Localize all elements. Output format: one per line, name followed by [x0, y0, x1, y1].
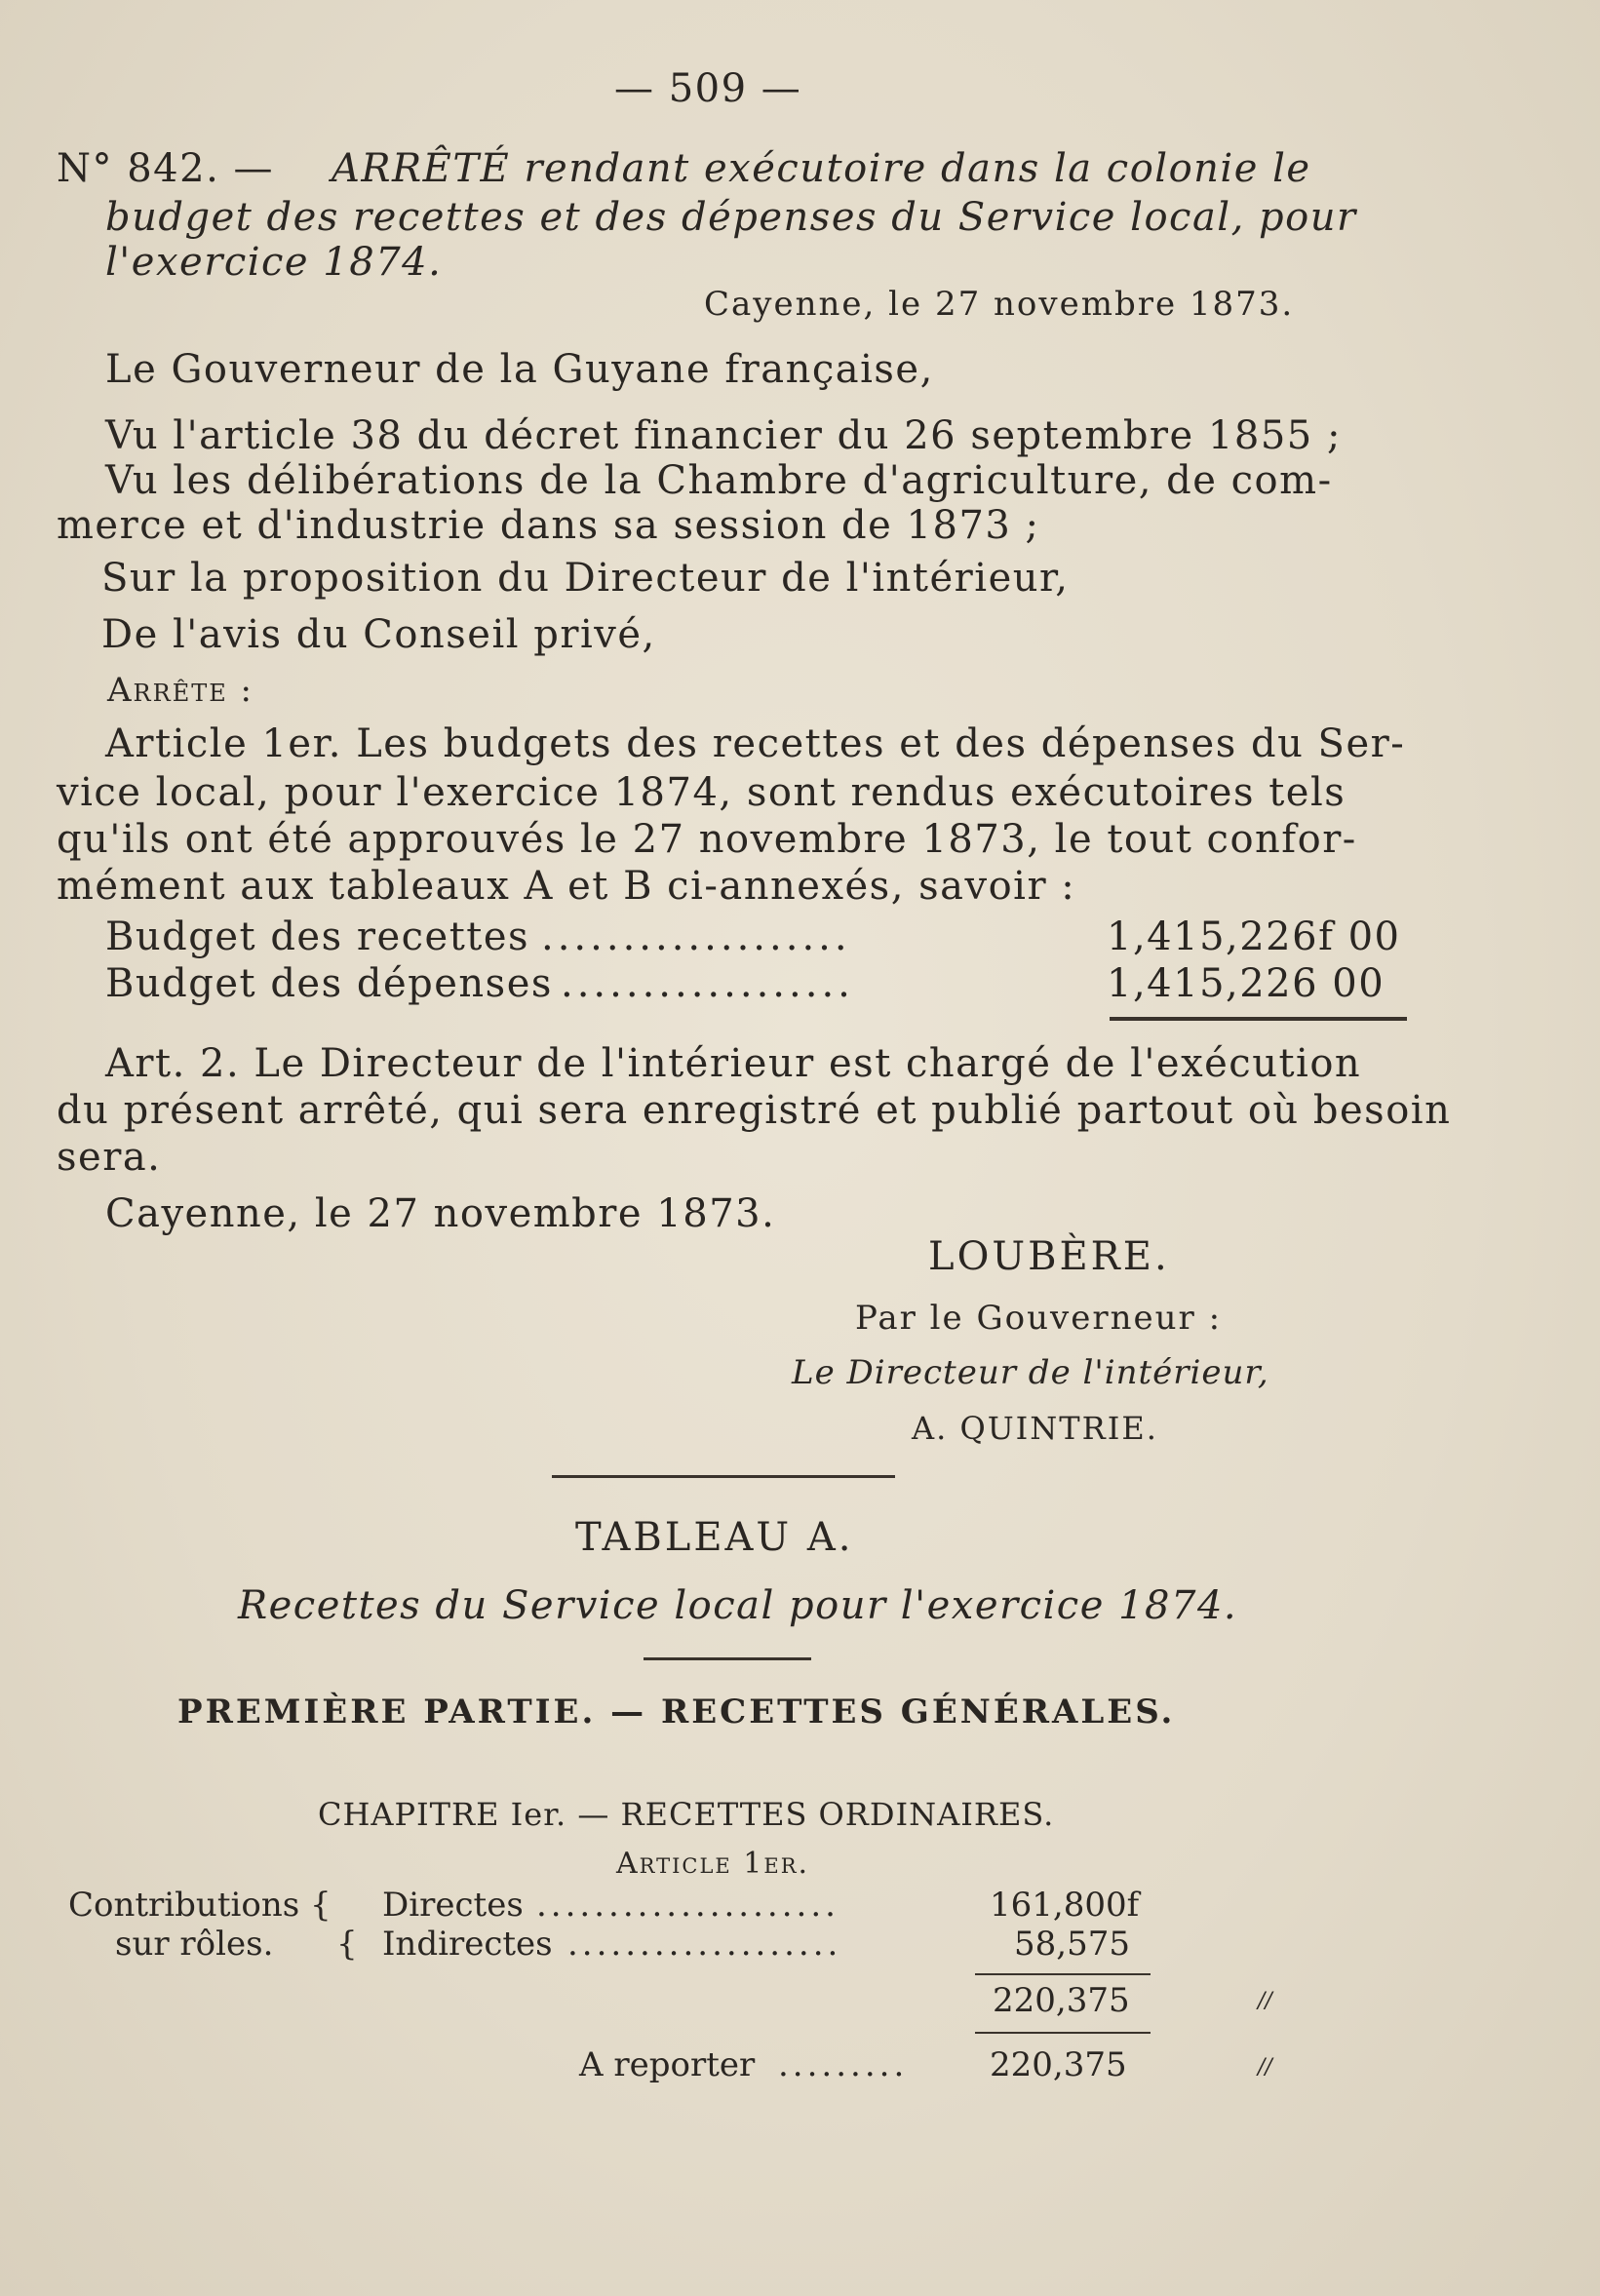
consideration-3: merce et d'industrie dans sa session de 1873 ;	[57, 503, 1040, 548]
tableau-rule	[644, 1657, 811, 1660]
article2-line-2: du présent arrêté, qui sera enregistré et publié partout où besoin	[57, 1088, 1452, 1133]
article1-line-2: vice local, pour l'exercice 1874, sont rendus exécutoires tels	[57, 770, 1346, 815]
subtotal-mark: //	[1258, 1989, 1272, 2013]
consideration-2: Vu les délibérations de la Chambre d'agriculture, de com-	[105, 458, 1333, 503]
consideration-4: Sur la proposition du Directeur de l'intérieur,	[101, 556, 1070, 601]
article1-line-4: mément aux tableaux A et B ci-annexés, savoir :	[57, 864, 1076, 909]
article1-line-3: qu'ils ont été approuvés le 27 novembre 1873, le tout confor-	[57, 817, 1357, 862]
report-label: A reporter	[579, 2045, 756, 2084]
article1-line-1: Article 1er. Les budgets des recettes et des dépenses du Ser-	[105, 721, 1406, 766]
row-1-label: Directes	[382, 1886, 524, 1925]
governor-line: Le Gouverneur de la Guyane française,	[105, 347, 934, 392]
arrete-heading: Arrête :	[107, 671, 254, 710]
row-2-label: Indirectes	[382, 1925, 553, 1964]
decree-title-line-1: ARRÊTÉ rendant exécutoire dans la colonie le	[332, 146, 1311, 191]
signature-name: LOUBÈRE.	[928, 1234, 1170, 1279]
subtotal-rule-bottom	[975, 2032, 1151, 2034]
budget-recettes-leader: ...................	[541, 915, 851, 959]
article2-line-1: Art. 2. Le Directeur de l'intérieur est chargé de l'exécution	[105, 1041, 1362, 1086]
part-heading: PREMIÈRE PARTIE. — RECETTES GÉNÉRALES.	[177, 1693, 1176, 1732]
budget-recettes-value: 1,415,226f 00	[1107, 915, 1401, 959]
decree-title-line-3: l'exercice 1874.	[105, 240, 443, 285]
budget-depenses-leader: ..................	[561, 961, 854, 1006]
article-heading: Article 1er.	[616, 1847, 810, 1881]
row-2-brace: {	[336, 1925, 358, 1964]
decree-number: N° 842. —	[57, 146, 274, 191]
chapter-heading: CHAPITRE Ier. — RECETTES ORDINAIRES.	[318, 1796, 1055, 1833]
budget-depenses-value: 1,415,226 00	[1107, 961, 1385, 1006]
subtotal-value: 220,375	[993, 1981, 1130, 2020]
budget-recettes-label: Budget des recettes	[105, 915, 530, 959]
row-1-value: 161,800f	[990, 1886, 1140, 1925]
dateline: Cayenne, le 27 novembre 1873.	[704, 285, 1295, 324]
closing-date: Cayenne, le 27 novembre 1873.	[105, 1191, 776, 1236]
row-2-left: sur rôles.	[115, 1925, 274, 1964]
row-2-value: 58,575	[1014, 1925, 1130, 1964]
page-number: — 509 —	[614, 66, 802, 111]
tableau-subtitle: Recettes du Service local pour l'exercice 1874.	[238, 1583, 1238, 1628]
signature-second-name: A. QUINTRIE.	[912, 1410, 1158, 1447]
report-value: 220,375	[990, 2045, 1127, 2084]
consideration-1: Vu l'article 38 du décret financier du 26 septembre 1855 ;	[105, 413, 1342, 458]
article2-line-3: sera.	[57, 1135, 162, 1180]
row-1-left: Contributions {	[68, 1886, 332, 1925]
budget-total-rule	[1110, 1017, 1407, 1021]
section-divider	[552, 1475, 895, 1478]
report-mark: //	[1258, 2055, 1272, 2080]
tableau-title: TABLEAU A.	[575, 1515, 854, 1560]
subtotal-rule-top	[975, 1973, 1151, 1975]
decree-title-line-2: budget des recettes et des dépenses du Service local, pour	[105, 195, 1357, 240]
budget-depenses-label: Budget des dépenses	[105, 961, 553, 1006]
report-leader: .........	[778, 2045, 909, 2084]
signature-par: Par le Gouverneur :	[855, 1299, 1223, 1338]
consideration-5: De l'avis du Conseil privé,	[101, 612, 656, 657]
row-1-leader: .....................	[536, 1886, 839, 1925]
row-2-leader: ...................	[567, 1925, 842, 1964]
signature-role: Le Directeur de l'intérieur,	[792, 1353, 1269, 1392]
